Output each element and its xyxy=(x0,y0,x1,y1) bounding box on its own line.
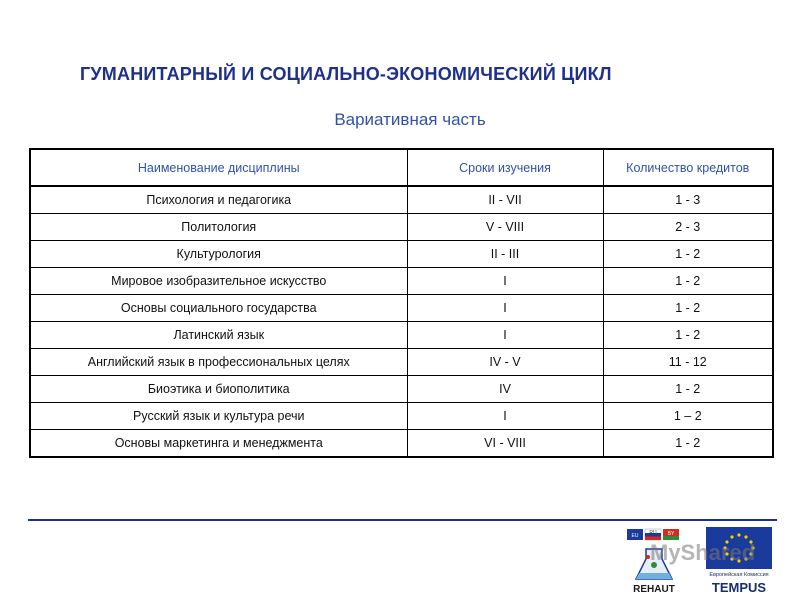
cell-discipline: Мировое изобразительное искусство xyxy=(30,268,407,295)
table-row xyxy=(30,322,773,349)
table-row xyxy=(30,295,773,322)
header-credits: Количество кредитов xyxy=(603,149,773,186)
table-row xyxy=(30,214,773,241)
page-subtitle: Вариативная часть xyxy=(334,110,486,129)
cell-discipline: Политология xyxy=(30,214,407,241)
tempus-label: TEMPUS xyxy=(711,580,767,595)
cell-credits: 1 - 2 xyxy=(603,322,773,349)
cell-terms: IV - V xyxy=(407,349,603,376)
page-title: ГУМАНИТАРНЫЙ И СОЦИАЛЬНО-ЭКОНОМИЧЕСКИЙ ЦИКЛ xyxy=(80,64,612,84)
table-header-row xyxy=(30,149,773,186)
cell-terms: II - III xyxy=(407,241,603,268)
cell-credits: 1 - 2 xyxy=(603,241,773,268)
table-row xyxy=(30,430,773,458)
cell-credits: 11 - 12 xyxy=(603,349,773,376)
cell-credits: 1 - 2 xyxy=(603,376,773,403)
cell-credits: 2 - 3 xyxy=(603,214,773,241)
table-row xyxy=(30,403,773,430)
cell-terms: I xyxy=(407,403,603,430)
cell-discipline: Психология и педагогика xyxy=(30,186,407,214)
watermark: MyShared xyxy=(650,540,756,565)
rehaut-label: REHAUT xyxy=(633,584,675,595)
cell-discipline: Русский язык и культура речи xyxy=(30,403,407,430)
cell-discipline: Латинский язык xyxy=(30,322,407,349)
cell-discipline: Английский язык в профессиональных целях xyxy=(30,349,407,376)
table-row xyxy=(30,349,773,376)
table-row xyxy=(30,268,773,295)
cell-credits: 1 - 2 xyxy=(603,295,773,322)
disciplines-table xyxy=(29,148,774,458)
cell-terms: I xyxy=(407,322,603,349)
tempus-caption: Европейская Комиссия xyxy=(709,572,769,578)
cell-terms: V - VIII xyxy=(407,214,603,241)
cell-credits: 1 - 3 xyxy=(603,186,773,214)
cell-credits: 1 - 2 xyxy=(603,430,773,458)
table-row xyxy=(30,241,773,268)
cell-terms: I xyxy=(407,295,603,322)
header-terms: Сроки изучения xyxy=(407,149,603,186)
table-row xyxy=(30,376,773,403)
cell-discipline: Основы социального государства xyxy=(30,295,407,322)
cell-terms: II - VII xyxy=(407,186,603,214)
cell-discipline: Основы маркетинга и менеджмента xyxy=(30,430,407,458)
header-discipline: Наименование дисциплины xyxy=(30,149,407,186)
footer-divider xyxy=(28,519,777,521)
svg-text:BY: BY xyxy=(667,531,675,537)
svg-text:RU: RU xyxy=(649,530,657,536)
svg-text:EU: EU xyxy=(631,533,639,539)
cell-terms: VI - VIII xyxy=(407,430,603,458)
table-row xyxy=(30,186,773,214)
cell-terms: IV xyxy=(407,376,603,403)
cell-terms: I xyxy=(407,268,603,295)
cell-discipline: Культурология xyxy=(30,241,407,268)
cell-credits: 1 – 2 xyxy=(603,403,773,430)
cell-credits: 1 - 2 xyxy=(603,268,773,295)
cell-discipline: Биоэтика и биополитика xyxy=(30,376,407,403)
